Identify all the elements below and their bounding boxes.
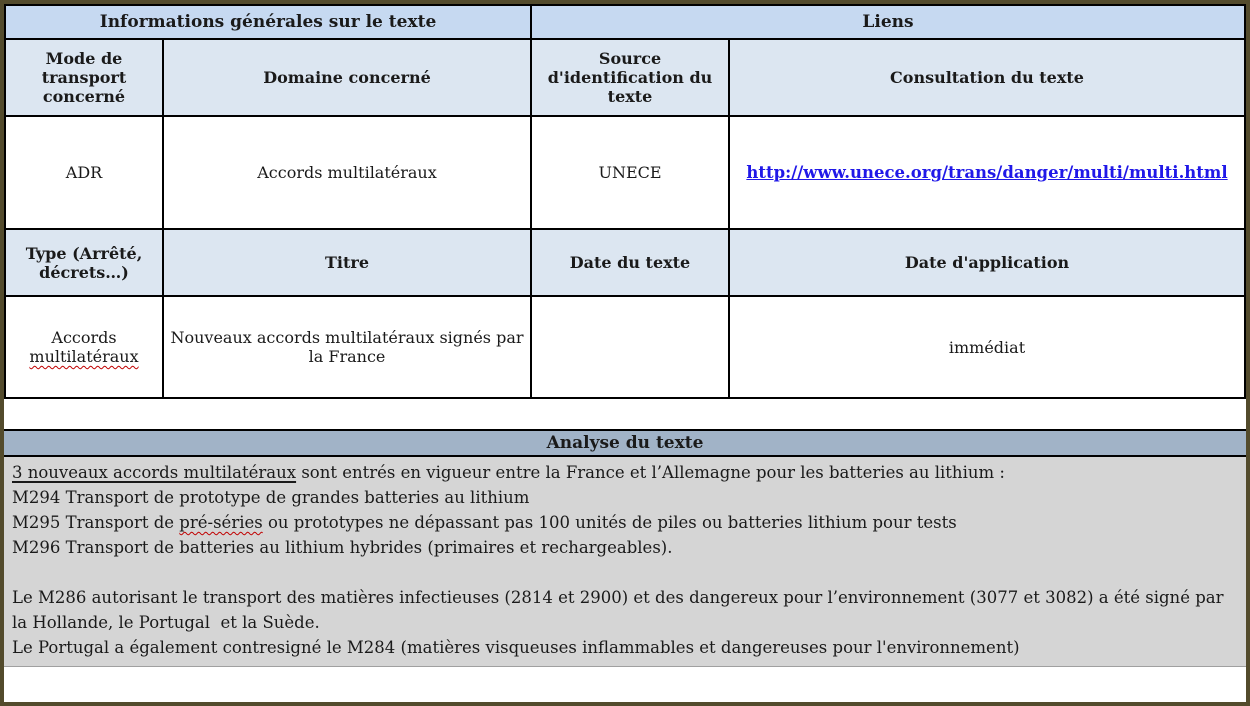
- cell-source: UNECE: [531, 116, 729, 229]
- cell-type: [5, 296, 163, 398]
- data-row-general: [5, 116, 1245, 229]
- analysis-line-1: [12, 460, 1238, 485]
- analysis-blank-line: [12, 560, 1238, 585]
- col-header-mode-transport: Mode de transport concerné: [5, 39, 163, 116]
- column-header-row-type: [5, 229, 1245, 296]
- analysis-text: [4, 457, 1246, 667]
- cell-consultation: [729, 116, 1245, 229]
- analysis-line-4: M296 Transport de batteries au lithium hybrides (primaires et rechargeables).: [12, 538, 673, 557]
- cell-date-application: immédiat: [729, 296, 1245, 398]
- col-header-domaine: Domaine concerné: [163, 39, 531, 116]
- col-header-date-texte: Date du texte: [531, 229, 729, 296]
- analysis-section: [4, 429, 1246, 667]
- col-header-titre: Titre: [163, 229, 531, 296]
- analysis-line-3-pre: M295 Transport de: [12, 513, 180, 532]
- section-header-informations: Informations générales sur le texte: [5, 5, 531, 39]
- column-header-row-general: [5, 39, 1245, 116]
- cell-type-prefix: Accords: [51, 328, 117, 347]
- analysis-line-3-post: ou prototypes ne dépassant pas 100 unités de piles ou batteries lithium pour tests: [262, 513, 957, 532]
- col-header-type: Type (Arrêté, décrets…): [5, 229, 163, 296]
- analysis-line-6: Le Portugal a également contresigné le M284 (matières visqueuses inflammables et dangereuses pour l'environnement): [12, 638, 1020, 657]
- cell-type-misspelled-word: multilatéraux: [29, 347, 139, 366]
- analysis-line-2: M294 Transport de prototype de grandes batteries au lithium: [12, 488, 530, 507]
- col-header-consultation: Consultation du texte: [729, 39, 1245, 116]
- cell-mode-transport: ADR: [5, 116, 163, 229]
- analysis-line-5: Le M286 autorisant le transport des matières infectieuses (2814 et 2900) et des dangereux pour l’environnement (3077 et 3082) a été signé par la Hollande, le Portugal et la Suède.: [12, 588, 1229, 632]
- analysis-line-3-misspelled-word: pré-séries: [179, 513, 263, 532]
- section-spacer: [4, 399, 1246, 429]
- col-header-source: Source d'identification du texte: [531, 39, 729, 116]
- analysis-line-1-underlined: 3 nouveaux accords multilatéraux: [12, 463, 297, 482]
- col-header-date-application: Date d'application: [729, 229, 1245, 296]
- cell-date-texte: [531, 296, 729, 398]
- section-header-row: [5, 5, 1245, 39]
- data-row-type: [5, 296, 1245, 398]
- analysis-line-1-rest: sont entrés en vigueur entre la France et l’Allemagne pour les batteries au lithium :: [296, 463, 1005, 482]
- consultation-link[interactable]: http://www.unece.org/trans/danger/multi/multi.html: [746, 163, 1228, 182]
- cell-titre: Nouveaux accords multilatéraux signés par la France: [163, 296, 531, 398]
- info-table: [4, 4, 1246, 399]
- section-header-liens: Liens: [531, 5, 1245, 39]
- analysis-title: Analyse du texte: [4, 429, 1246, 457]
- cell-domaine: Accords multilatéraux: [163, 116, 531, 229]
- analysis-line-3: [12, 510, 1238, 535]
